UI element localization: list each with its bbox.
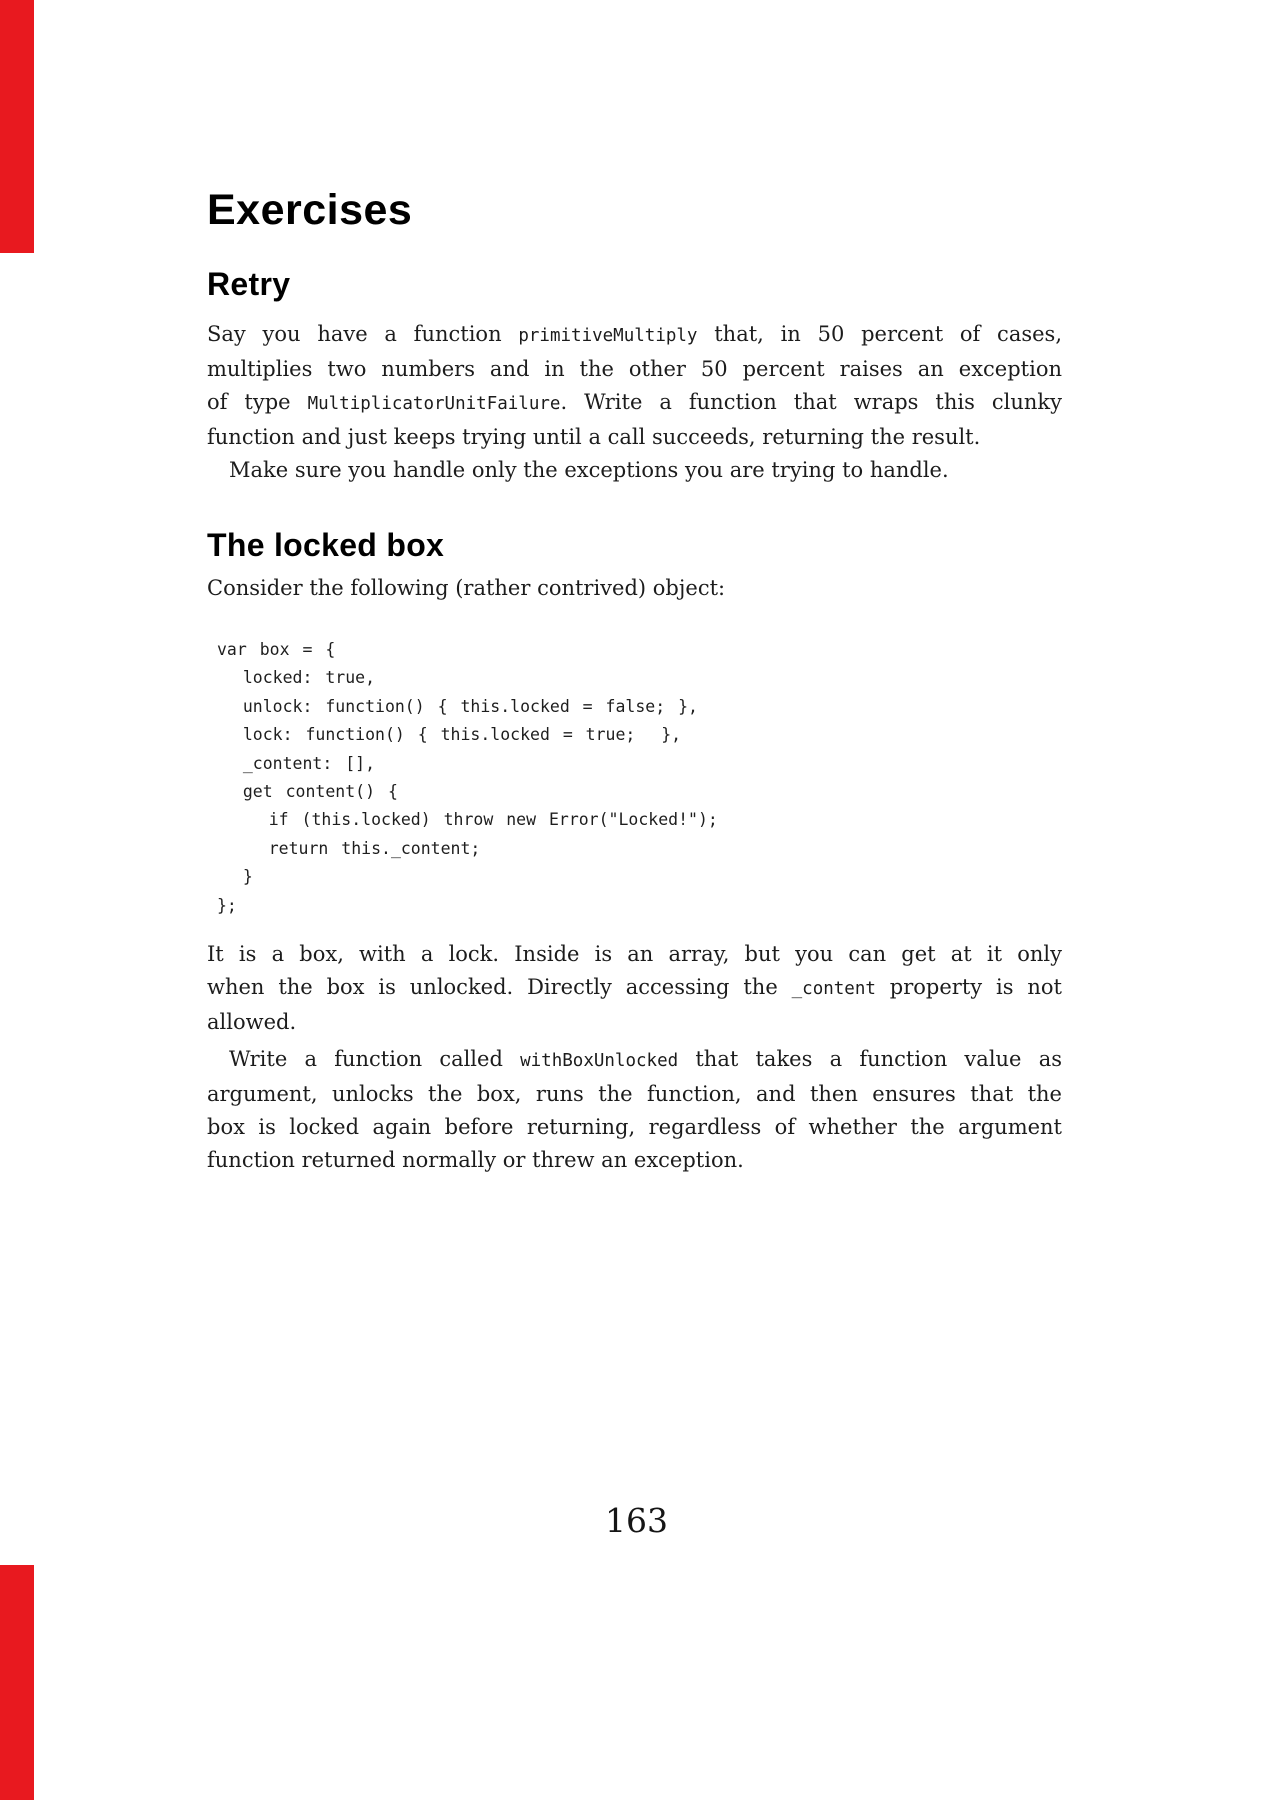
paragraph-task — [207, 1043, 1062, 1177]
text-run: when the box is unlocked. Directly accessing the — [207, 975, 792, 999]
text-line — [207, 454, 1062, 487]
code-line: var box = { — [217, 640, 336, 659]
paragraph-retry — [207, 318, 1062, 487]
text-line — [207, 1078, 1062, 1111]
code-line: }; — [217, 895, 237, 915]
page-number: 163 — [605, 1501, 668, 1540]
text-line — [207, 1144, 1062, 1177]
inline-code: _content — [791, 979, 876, 999]
code-line: get content() { — [217, 782, 398, 802]
text-run: allowed. — [207, 1010, 297, 1034]
text-line — [207, 1111, 1062, 1144]
paragraph-intro — [207, 572, 1062, 605]
text-run: property is not — [875, 975, 1062, 999]
text-line — [207, 353, 1062, 386]
text-run: function and just keeps trying until a call succeeds, returning the result. — [207, 425, 981, 449]
text-run: It is a box, with a lock. Inside is an array, but you can get at it only — [207, 942, 1062, 966]
text-run: Write a function called — [229, 1047, 521, 1071]
text-run: function returned normally or threw an exception. — [207, 1148, 744, 1172]
code-line: if (this.locked) throw new Error("Locked!"); — [217, 810, 718, 830]
paragraph-box-description — [207, 938, 1062, 1039]
code-line: } — [217, 867, 253, 887]
code-line: _content: [], — [217, 753, 376, 773]
red-edge-marker-top — [0, 0, 34, 253]
text-run: Make sure you handle only the exceptions you are trying to handle. — [229, 458, 949, 482]
code-block-box-object — [207, 636, 1062, 920]
text-line — [207, 1006, 1062, 1039]
code-line: unlock: function() { this.locked = false; }, — [217, 696, 698, 716]
text-line — [207, 386, 1062, 421]
text-line — [207, 971, 1062, 1006]
code-line: lock: function() { this.locked = true; }, — [217, 725, 682, 745]
inline-code: MultiplicatorUnitFailure — [307, 394, 561, 414]
text-run: . Write a function that wraps this clunky — [560, 390, 1062, 414]
text-run: Say you have a function — [207, 322, 519, 346]
subsection-heading-retry: Retry — [207, 266, 291, 302]
text-run: argument, unlocks the box, runs the function, and then ensures that the — [207, 1082, 1062, 1106]
inline-code: primitiveMultiply — [518, 326, 698, 346]
section-heading-exercises: Exercises — [207, 186, 413, 234]
inline-code: withBoxUnlocked — [520, 1051, 679, 1071]
text-run: box is locked again before returning, regardless of whether the argument — [207, 1115, 1062, 1139]
text-line — [207, 318, 1062, 353]
code-line: return this._content; — [217, 838, 481, 858]
text-run: that takes a function value as — [678, 1047, 1062, 1071]
intro-line: Consider the following (rather contrived) object: — [207, 576, 726, 600]
text-run: that, in 50 percent of cases, — [697, 322, 1062, 346]
text-line — [207, 1043, 1062, 1078]
subsection-heading-locked-box: The locked box — [207, 527, 445, 563]
text-line — [207, 938, 1062, 971]
red-edge-marker-bottom — [0, 1565, 34, 1800]
text-line — [207, 421, 1062, 454]
text-run: of type — [207, 390, 308, 414]
code-line: locked: true, — [217, 668, 376, 688]
text-run: multiplies two numbers and in the other 50 percent raises an exception — [207, 357, 1062, 381]
